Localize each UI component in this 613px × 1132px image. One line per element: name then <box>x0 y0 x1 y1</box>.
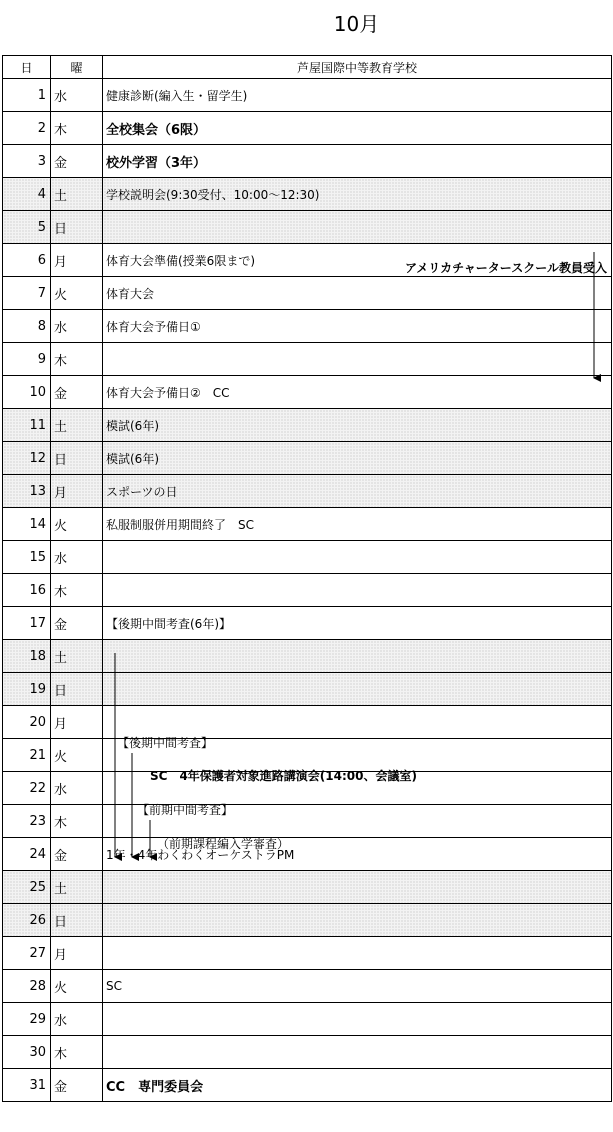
calendar-row <box>3 442 612 475</box>
event-text: CC 専門委員会 <box>103 1069 612 1102</box>
weekday: 月 <box>51 937 103 970</box>
weekday: 木 <box>51 343 103 376</box>
header-weekday: 曜 <box>51 56 103 79</box>
calendar-row <box>3 739 612 772</box>
day-number: 24 <box>3 838 51 871</box>
weekday: 金 <box>51 838 103 871</box>
page-title: 10月 <box>333 12 380 36</box>
weekday: 木 <box>51 805 103 838</box>
day-number: 9 <box>3 343 51 376</box>
calendar-row <box>3 772 612 805</box>
weekday: 土 <box>51 178 103 211</box>
weekday: 木 <box>51 112 103 145</box>
day-number: 2 <box>3 112 51 145</box>
calendar-row <box>3 541 612 574</box>
day-number: 3 <box>3 145 51 178</box>
day-number: 23 <box>3 805 51 838</box>
calendar-row <box>3 904 612 937</box>
day-number: 6 <box>3 244 51 277</box>
calendar-row <box>3 343 612 376</box>
calendar-row <box>3 211 612 244</box>
weekday: 日 <box>51 211 103 244</box>
calendar-table <box>2 55 612 1102</box>
calendar-row <box>3 145 612 178</box>
day-number: 15 <box>3 541 51 574</box>
day-number: 17 <box>3 607 51 640</box>
kouki-exam-label: 【後期中間考査】 <box>117 736 214 750</box>
weekday: 水 <box>51 310 103 343</box>
event-text <box>103 706 612 739</box>
event-text: SC <box>103 970 612 1003</box>
america-charter-note: アメリカチャータースクール教員受入 <box>405 261 607 275</box>
weekday: 水 <box>51 79 103 112</box>
event-text: 体育大会 <box>103 277 612 310</box>
day-number: 14 <box>3 508 51 541</box>
day-number: 16 <box>3 574 51 607</box>
weekday: 木 <box>51 574 103 607</box>
event-text: 体育大会予備日② CC <box>103 376 612 409</box>
event-text <box>103 574 612 607</box>
event-text: 学校説明会(9:30受付、10:00～12:30) <box>103 178 612 211</box>
event-text: スポーツの日 <box>103 475 612 508</box>
day-number: 10 <box>3 376 51 409</box>
calendar-row <box>3 970 612 1003</box>
event-text: 体育大会準備(授業6限まで) <box>103 244 612 277</box>
weekday: 日 <box>51 904 103 937</box>
calendar-row <box>3 409 612 442</box>
day-number: 25 <box>3 871 51 904</box>
event-text <box>103 343 612 376</box>
day-number: 22 <box>3 772 51 805</box>
day-number: 5 <box>3 211 51 244</box>
weekday: 火 <box>51 508 103 541</box>
weekday: 金 <box>51 376 103 409</box>
event-text <box>103 772 612 805</box>
event-text: 【後期中間考査(6年)】 <box>103 607 612 640</box>
day-number: 18 <box>3 640 51 673</box>
weekday: 金 <box>51 1069 103 1102</box>
event-text <box>103 739 612 772</box>
calendar-row <box>3 475 612 508</box>
day-number: 28 <box>3 970 51 1003</box>
event-text <box>103 904 612 937</box>
calendar-row <box>3 706 612 739</box>
weekday: 金 <box>51 145 103 178</box>
calendar-row <box>3 277 612 310</box>
weekday: 月 <box>51 706 103 739</box>
calendar-row <box>3 871 612 904</box>
weekday: 土 <box>51 871 103 904</box>
calendar-row <box>3 178 612 211</box>
event-text <box>103 1003 612 1036</box>
day-number: 4 <box>3 178 51 211</box>
event-text: 模試(6年) <box>103 409 612 442</box>
day-number: 13 <box>3 475 51 508</box>
day-number: 7 <box>3 277 51 310</box>
calendar-row <box>3 673 612 706</box>
event-text <box>103 640 612 673</box>
weekday: 日 <box>51 442 103 475</box>
event-text <box>103 805 612 838</box>
event-text: 校外学習（3年） <box>103 145 612 178</box>
event-text <box>103 937 612 970</box>
event-text <box>103 1036 612 1069</box>
day-number: 31 <box>3 1069 51 1102</box>
event-text: 私服制服併用期間終了 SC <box>103 508 612 541</box>
event-text <box>103 673 612 706</box>
calendar-row <box>3 640 612 673</box>
calendar-row <box>3 244 612 277</box>
day-number: 20 <box>3 706 51 739</box>
weekday: 水 <box>51 1003 103 1036</box>
calendar-row <box>3 1003 612 1036</box>
calendar-row <box>3 574 612 607</box>
day-number: 27 <box>3 937 51 970</box>
header-day: 日 <box>3 56 51 79</box>
weekday: 火 <box>51 739 103 772</box>
calendar-row <box>3 1036 612 1069</box>
weekday: 金 <box>51 607 103 640</box>
day-number: 12 <box>3 442 51 475</box>
event-text: 体育大会予備日① <box>103 310 612 343</box>
day-number: 11 <box>3 409 51 442</box>
day-number: 26 <box>3 904 51 937</box>
day-number: 8 <box>3 310 51 343</box>
weekday: 水 <box>51 772 103 805</box>
calendar-row <box>3 607 612 640</box>
day-number: 19 <box>3 673 51 706</box>
calendar-row <box>3 937 612 970</box>
weekday: 木 <box>51 1036 103 1069</box>
day-number: 21 <box>3 739 51 772</box>
event-text: 1年・4年わくわくオーケストラPM <box>103 838 612 871</box>
calendar-row <box>3 310 612 343</box>
zenki-exam-label: 【前期中間考査】 <box>137 803 234 817</box>
day-number: 30 <box>3 1036 51 1069</box>
header-row <box>3 56 612 79</box>
transfer-review-note: （前期課程編入学審査） <box>157 837 290 851</box>
event-text <box>103 871 612 904</box>
weekday: 土 <box>51 409 103 442</box>
calendar-row <box>3 79 612 112</box>
calendar-row <box>3 1069 612 1102</box>
weekday: 土 <box>51 640 103 673</box>
weekday: 水 <box>51 541 103 574</box>
event-text: 全校集会（6限） <box>103 112 612 145</box>
event-text: 健康診断(編入生・留学生) <box>103 79 612 112</box>
sc-career-lecture: SC 4年保護者対象進路講演会(14:00、会議室) <box>150 769 417 783</box>
event-text <box>103 211 612 244</box>
weekday: 月 <box>51 244 103 277</box>
event-text: 模試(6年) <box>103 442 612 475</box>
day-number: 1 <box>3 79 51 112</box>
weekday: 火 <box>51 277 103 310</box>
weekday: 月 <box>51 475 103 508</box>
calendar-row <box>3 376 612 409</box>
weekday: 日 <box>51 673 103 706</box>
calendar-row <box>3 838 612 871</box>
calendar-row <box>3 112 612 145</box>
event-text <box>103 541 612 574</box>
header-school: 芦屋国際中等教育学校 <box>103 56 612 79</box>
calendar-row <box>3 508 612 541</box>
weekday: 火 <box>51 970 103 1003</box>
calendar-row <box>3 805 612 838</box>
day-number: 29 <box>3 1003 51 1036</box>
